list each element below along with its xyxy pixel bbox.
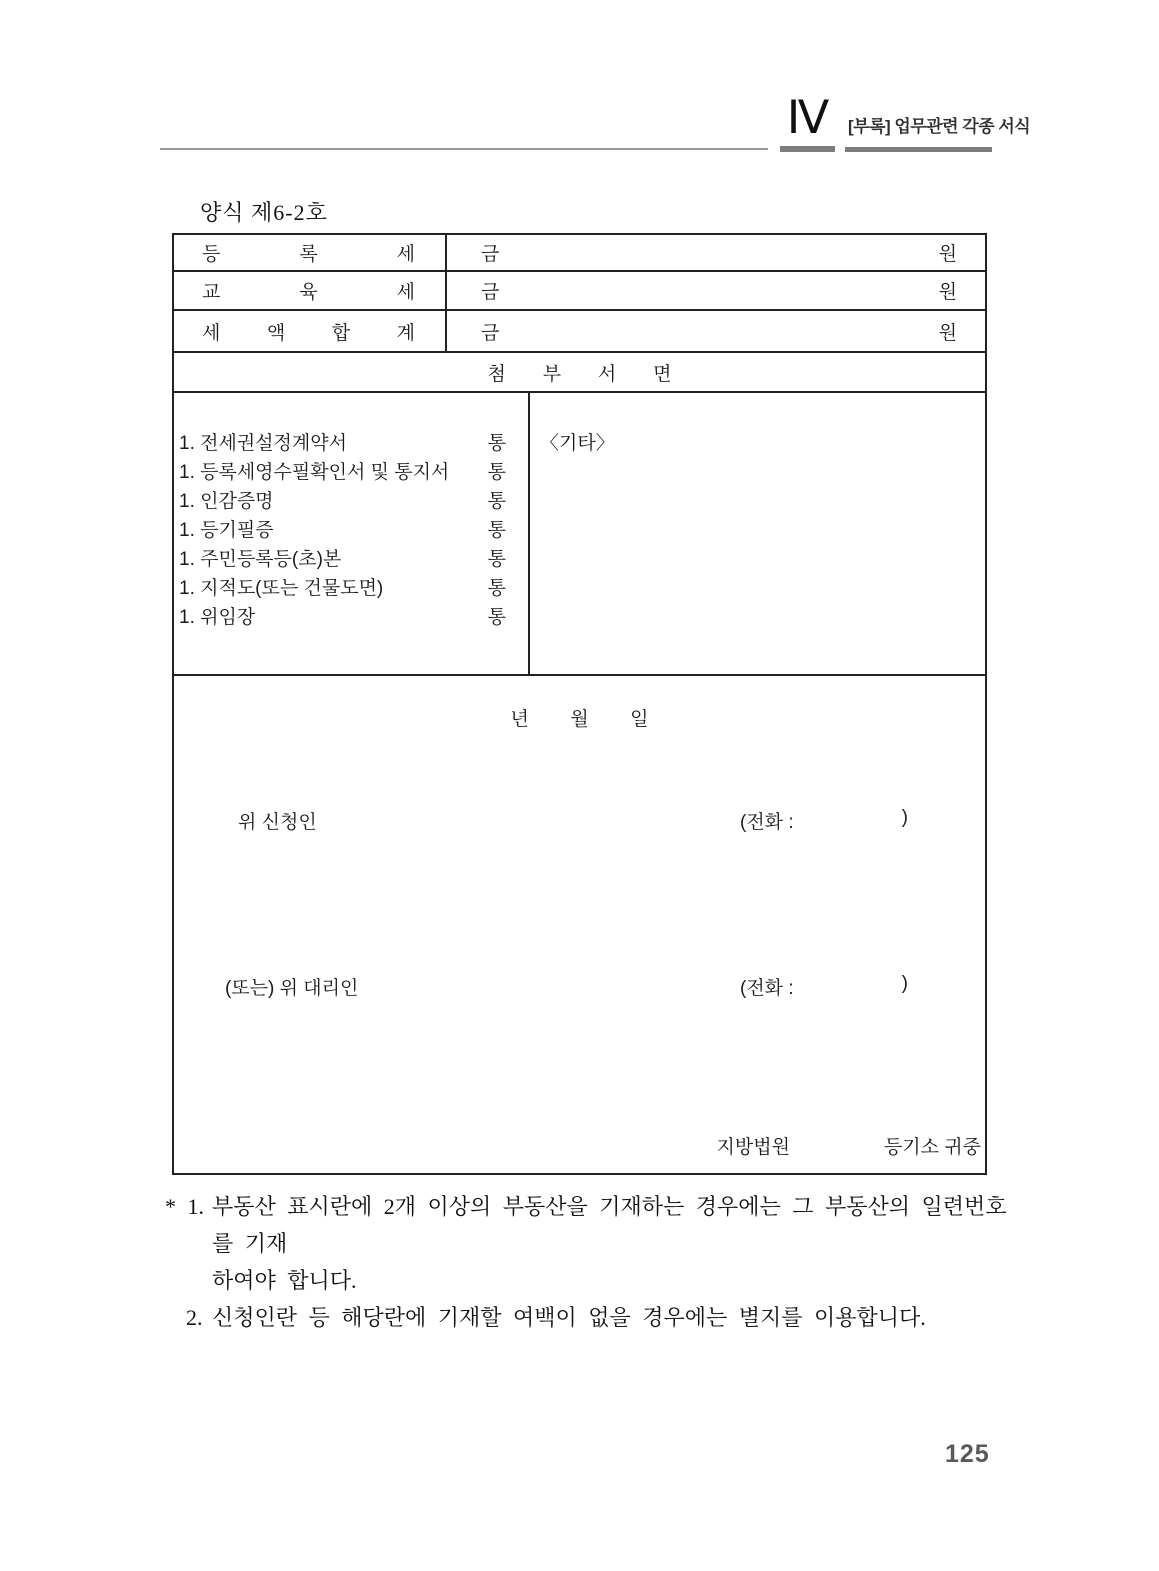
footnote-2 <box>165 1299 1023 1336</box>
attachments-header-row <box>174 353 985 393</box>
document-name: 1. 주민등록등(초)본 <box>179 549 342 570</box>
tax-row-registration <box>174 235 985 272</box>
document-item <box>179 545 506 574</box>
footnote-1 <box>165 1188 1023 1299</box>
chapter-title-underline <box>845 147 992 152</box>
documents-list <box>174 393 530 674</box>
court-line <box>717 1132 981 1159</box>
document-item <box>179 574 506 603</box>
tax-amount-cell <box>447 311 985 351</box>
footnote-marker: * 1. <box>165 1194 204 1219</box>
document-name: 1. 전세권설정계약서 <box>179 433 347 454</box>
tax-label-cell <box>174 311 447 351</box>
document-unit: 통 <box>487 578 506 599</box>
phone-close: ) <box>901 973 908 994</box>
document-item <box>179 487 506 516</box>
document-unit: 통 <box>487 549 506 570</box>
phone-open: (전화 : <box>740 812 794 833</box>
agent-phone-field <box>740 973 908 1000</box>
phone-open: (전화 : <box>740 978 794 999</box>
footnote-line: 신청인란 등 해당란에 기재할 여백이 없을 경우에는 별지를 이용합니다. <box>212 1305 926 1330</box>
attachments-header: 첨 부 서 면 <box>487 363 672 385</box>
document-unit: 통 <box>487 491 506 512</box>
chapter-numeral: Ⅳ <box>786 92 830 143</box>
applicant-phone-field <box>740 807 908 834</box>
footnote-line: 부동산 표시란에 2개 이상의 부동산을 기재하는 경우에는 그 부동산의 일련번호를 기재 <box>212 1194 1007 1256</box>
document-name: 1. 지적도(또는 건물도면) <box>179 578 384 599</box>
tax-amount-cell <box>447 272 985 309</box>
phone-close: ) <box>901 807 908 828</box>
footnote-line: 하여야 합니다. <box>212 1268 357 1293</box>
footnote-marker: 2. <box>186 1305 203 1330</box>
tax-label: 교 육 세 <box>202 282 415 303</box>
etc-cell <box>530 393 985 674</box>
tax-label: 세 액 합 계 <box>202 322 415 344</box>
amount-prefix: 금 <box>481 322 500 344</box>
document-item <box>179 516 506 545</box>
amount-prefix: 금 <box>481 244 500 265</box>
header-rule <box>160 148 768 150</box>
applicant-label: 위 신청인 <box>238 812 317 833</box>
footnote-text <box>212 1299 1023 1336</box>
document-name: 1. 인감증명 <box>179 491 274 512</box>
date-line <box>511 704 649 731</box>
footnotes <box>165 1188 1023 1336</box>
amount-suffix: 원 <box>938 322 957 344</box>
date-text: 년 월 일 <box>510 709 649 730</box>
signature-section <box>174 676 985 1173</box>
document-name: 1. 등록세영수필확인서 및 통지서 <box>179 462 450 483</box>
court-label: 지방법원 <box>716 1137 790 1158</box>
amount-suffix: 원 <box>938 282 957 303</box>
document-item <box>179 458 506 487</box>
tax-row-total <box>174 311 985 353</box>
document-unit: 통 <box>487 433 506 454</box>
footnote-text <box>212 1188 1023 1299</box>
tax-label-cell <box>174 272 447 309</box>
chapter-numeral-underline <box>780 146 835 152</box>
page-number: 125 <box>945 1440 990 1468</box>
tax-label-cell <box>174 235 447 270</box>
document-unit: 통 <box>487 462 506 483</box>
chapter-title: [부록] 업무관련 각종 서식 <box>848 117 1031 136</box>
agent-label: (또는) 위 대리인 <box>225 978 359 999</box>
tax-row-education <box>174 272 985 311</box>
tax-amount-cell <box>447 235 985 270</box>
form-table <box>172 233 987 1175</box>
registry-label: 등기소 귀중 <box>883 1137 981 1158</box>
document-unit: 통 <box>487 607 506 628</box>
document-item <box>179 603 506 632</box>
form-title: 양식 제6-2호 <box>200 200 328 225</box>
attachments-row <box>174 393 985 676</box>
document-name: 1. 등기필증 <box>179 520 274 541</box>
amount-prefix: 금 <box>481 282 500 303</box>
document-item <box>179 429 506 458</box>
tax-label: 등 록 세 <box>202 244 415 265</box>
etc-label: 〈기타〉 <box>540 433 615 454</box>
document-unit: 통 <box>487 520 506 541</box>
amount-suffix: 원 <box>938 244 957 265</box>
document-name: 1. 위임장 <box>179 607 256 628</box>
